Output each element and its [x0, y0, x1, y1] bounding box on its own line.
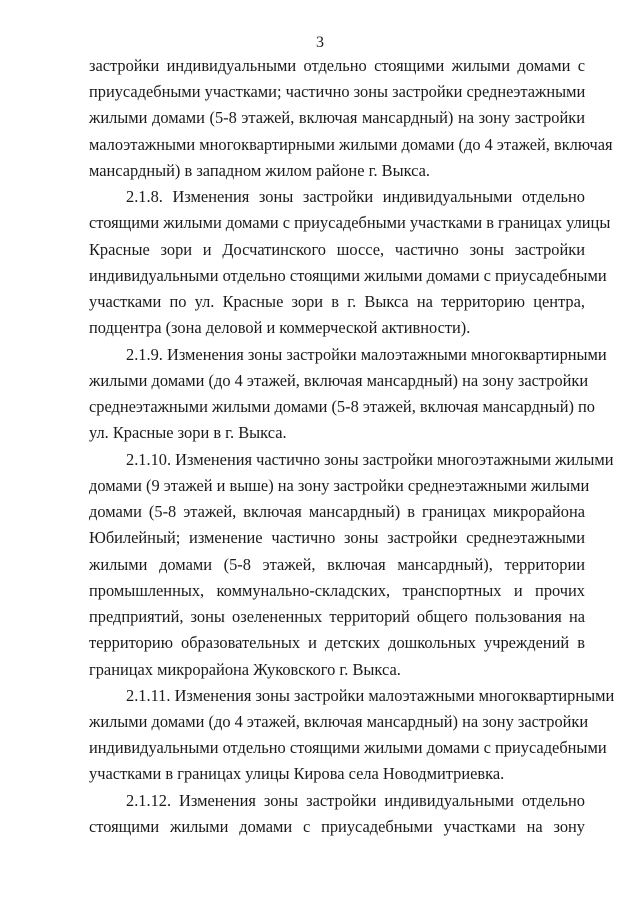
text-line: домами (5-8 этажей, включая мансардный) в границах микрорайона [89, 502, 585, 521]
text-line: жилыми домами (5-8 этажей, включая мансардный) на зону застройки [89, 108, 585, 127]
text-line: промышленных, коммунально-складских, транспортных и прочих [89, 581, 585, 600]
text-line: ул. Красные зори в г. Выкса. [89, 423, 287, 442]
text-line: Красные зори и Досчатинского шоссе, частично зоны застройки [89, 240, 585, 259]
text-line: стоящими жилыми домами с приусадебными участками на зону [89, 817, 585, 836]
text-line: участками по ул. Красные зори в г. Выкса на территорию центра, [89, 292, 585, 311]
text-line: застройки индивидуальными отдельно стоящими жилыми домами с [89, 56, 585, 75]
text-line: приусадебными участками; частично зоны застройки среднеэтажными [89, 82, 586, 101]
text-line: жилыми домами (до 4 этажей, включая мансардный) на зону застройки [89, 371, 589, 390]
paragraph-2-1-12-first-line: 2.1.12. Изменения зоны застройки индивидуальными отдельно [126, 791, 585, 810]
text-line: жилыми домами (5-8 этажей, включая мансардный), территории [89, 555, 585, 574]
text-line: домами (9 этажей и выше) на зону застройки среднеэтажными жилыми [89, 476, 590, 495]
text-line: жилыми домами (до 4 этажей, включая мансардный) на зону застройки [89, 712, 589, 731]
text-line: стоящими жилыми домами с приусадебными участками в границах улицы [89, 213, 611, 232]
text-line: среднеэтажными жилыми домами (5-8 этажей, включая мансардный) по [89, 397, 596, 416]
text-line: подцентра (зона деловой и коммерческой активности). [89, 318, 471, 337]
text-line: мансардный) в западном жилом районе г. Выкса. [89, 161, 430, 180]
text-line: малоэтажными многоквартирными жилыми домами (до 4 этажей, включая [89, 135, 613, 154]
paragraph-2-1-11-first-line: 2.1.11. Изменения зоны застройки малоэтажными многоквартирными [126, 686, 615, 705]
paragraph-2-1-8-first-line: 2.1.8. Изменения зоны застройки индивидуальными отдельно [126, 187, 585, 206]
text-line: предприятий, зоны озелененных территорий общего пользования на [89, 607, 585, 626]
paragraph-2-1-9-first-line: 2.1.9. Изменения зоны застройки малоэтажными многоквартирными [126, 345, 607, 364]
text-line: индивидуальными отдельно стоящими жилыми домами с приусадебными [89, 738, 607, 757]
text-line: индивидуальными отдельно стоящими жилыми домами с приусадебными [89, 266, 607, 285]
paragraph-2-1-10-first-line: 2.1.10. Изменения частично зоны застройки многоэтажными жилыми [126, 450, 614, 469]
text-line: территорию образовательных и детских дошкольных учреждений в [89, 633, 585, 652]
text-line: границах микрорайона Жуковского г. Выкса. [89, 660, 401, 679]
page-number: 3 [316, 34, 324, 51]
text-line: участками в границах улицы Кирова села Новодмитриевка. [89, 764, 505, 783]
text-line: Юбилейный; изменение частично зоны застройки среднеэтажными [89, 528, 585, 547]
